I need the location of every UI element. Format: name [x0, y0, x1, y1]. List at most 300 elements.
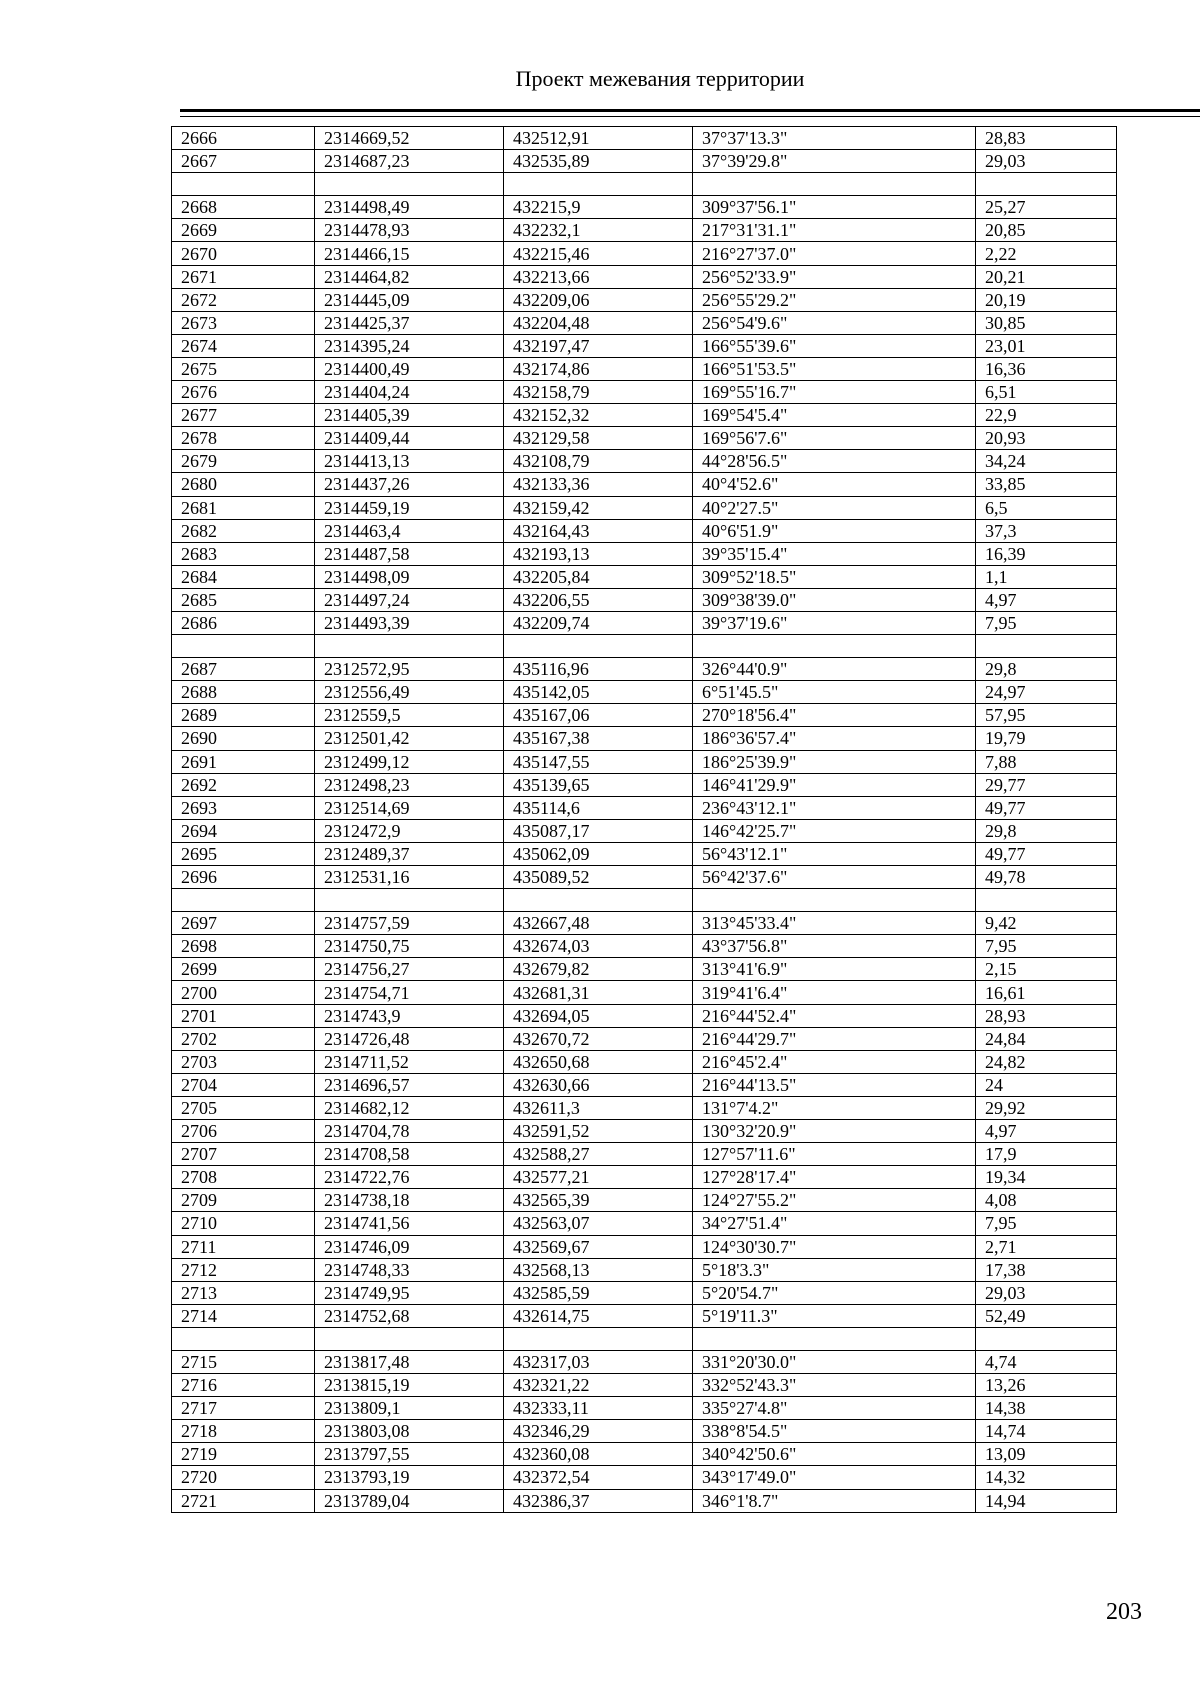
point-number-cell: 2689 — [172, 704, 315, 727]
x-coordinate-cell: 2313793,19 — [315, 1466, 504, 1489]
page-number: 203 — [1106, 1599, 1142, 1625]
x-coordinate-cell: 2314498,49 — [315, 196, 504, 219]
x-coordinate-cell: 2314437,26 — [315, 473, 504, 496]
direction-angle-cell: 309°52'18.5" — [693, 565, 976, 588]
point-number-cell: 2698 — [172, 935, 315, 958]
y-coordinate-cell: 432133,36 — [504, 473, 693, 496]
x-coordinate-cell: 2314498,09 — [315, 565, 504, 588]
table-row — [172, 381, 1117, 404]
x-coordinate-cell: 2314425,37 — [315, 311, 504, 334]
length-cell — [976, 173, 1117, 196]
table-row — [172, 1027, 1117, 1050]
table-row — [172, 1004, 1117, 1027]
direction-angle-cell: 217°31'31.1" — [693, 219, 976, 242]
x-coordinate-cell: 2314669,52 — [315, 127, 504, 150]
y-coordinate-cell: 432159,42 — [504, 496, 693, 519]
direction-angle-cell: 169°54'5.4" — [693, 404, 976, 427]
x-coordinate-cell: 2312514,69 — [315, 796, 504, 819]
x-coordinate-cell: 2314464,82 — [315, 265, 504, 288]
y-coordinate-cell: 432670,72 — [504, 1027, 693, 1050]
x-coordinate-cell: 2313789,04 — [315, 1489, 504, 1512]
point-number-cell: 2681 — [172, 496, 315, 519]
x-coordinate-cell: 2314493,39 — [315, 611, 504, 634]
table-row — [172, 1166, 1117, 1189]
direction-angle-cell: 256°55'29.2" — [693, 288, 976, 311]
table-row — [172, 542, 1117, 565]
y-coordinate-cell: 435116,96 — [504, 658, 693, 681]
x-coordinate-cell: 2314749,95 — [315, 1281, 504, 1304]
point-number-cell: 2690 — [172, 727, 315, 750]
point-number-cell: 2708 — [172, 1166, 315, 1189]
direction-angle-cell: 166°55'39.6" — [693, 334, 976, 357]
x-coordinate-cell: 2314738,18 — [315, 1189, 504, 1212]
table-row — [172, 404, 1117, 427]
length-cell: 29,03 — [976, 1281, 1117, 1304]
table-row — [172, 611, 1117, 634]
y-coordinate-cell: 432568,13 — [504, 1258, 693, 1281]
x-coordinate-cell: 2314463,4 — [315, 519, 504, 542]
direction-angle-cell: 130°32'20.9" — [693, 1120, 976, 1143]
y-coordinate-cell: 432569,67 — [504, 1235, 693, 1258]
point-number-cell: 2718 — [172, 1420, 315, 1443]
point-number-cell: 2678 — [172, 427, 315, 450]
y-coordinate-cell — [504, 1327, 693, 1350]
separator-row — [172, 635, 1117, 658]
direction-angle-cell: 332°52'43.3" — [693, 1374, 976, 1397]
x-coordinate-cell: 2312572,95 — [315, 658, 504, 681]
point-number-cell: 2669 — [172, 219, 315, 242]
length-cell: 37,3 — [976, 519, 1117, 542]
length-cell: 7,95 — [976, 611, 1117, 634]
direction-angle-cell: 124°30'30.7" — [693, 1235, 976, 1258]
y-coordinate-cell: 432694,05 — [504, 1004, 693, 1027]
point-number-cell: 2676 — [172, 381, 315, 404]
table-row — [172, 127, 1117, 150]
point-number-cell: 2701 — [172, 1004, 315, 1027]
direction-angle-cell: 5°20'54.7" — [693, 1281, 976, 1304]
direction-angle-cell: 340°42'50.6" — [693, 1443, 976, 1466]
direction-angle-cell: 319°41'6.4" — [693, 981, 976, 1004]
point-number-cell: 2684 — [172, 565, 315, 588]
table-row — [172, 1374, 1117, 1397]
direction-angle-cell: 40°6'51.9" — [693, 519, 976, 542]
x-coordinate-cell: 2314400,49 — [315, 357, 504, 380]
y-coordinate-cell: 432209,06 — [504, 288, 693, 311]
length-cell: 23,01 — [976, 334, 1117, 357]
table-row — [172, 334, 1117, 357]
x-coordinate-cell: 2314752,68 — [315, 1304, 504, 1327]
table-row — [172, 519, 1117, 542]
direction-angle-cell — [693, 635, 976, 658]
point-number-cell: 2691 — [172, 750, 315, 773]
point-number-cell: 2677 — [172, 404, 315, 427]
point-number-cell: 2707 — [172, 1143, 315, 1166]
y-coordinate-cell: 432205,84 — [504, 565, 693, 588]
y-coordinate-cell: 432679,82 — [504, 958, 693, 981]
y-coordinate-cell: 432215,46 — [504, 242, 693, 265]
table-row — [172, 1189, 1117, 1212]
direction-angle-cell: 216°27'37.0" — [693, 242, 976, 265]
point-number-cell: 2720 — [172, 1466, 315, 1489]
direction-angle-cell: 124°27'55.2" — [693, 1189, 976, 1212]
length-cell: 6,51 — [976, 381, 1117, 404]
direction-angle-cell — [693, 173, 976, 196]
length-cell: 1,1 — [976, 565, 1117, 588]
length-cell: 16,36 — [976, 357, 1117, 380]
direction-angle-cell: 309°37'56.1" — [693, 196, 976, 219]
x-coordinate-cell: 2314750,75 — [315, 935, 504, 958]
direction-angle-cell: 43°37'56.8" — [693, 935, 976, 958]
table-row — [172, 773, 1117, 796]
direction-angle-cell: 169°55'16.7" — [693, 381, 976, 404]
x-coordinate-cell: 2312498,23 — [315, 773, 504, 796]
point-number-cell: 2712 — [172, 1258, 315, 1281]
direction-angle-cell: 216°45'2.4" — [693, 1050, 976, 1073]
y-coordinate-cell: 432372,54 — [504, 1466, 693, 1489]
table-row — [172, 1420, 1117, 1443]
separator-row — [172, 889, 1117, 912]
point-number-cell: 2716 — [172, 1374, 315, 1397]
x-coordinate-cell: 2314687,23 — [315, 150, 504, 173]
table-row — [172, 1073, 1117, 1096]
x-coordinate-cell: 2314704,78 — [315, 1120, 504, 1143]
length-cell: 25,27 — [976, 196, 1117, 219]
length-cell: 30,85 — [976, 311, 1117, 334]
x-coordinate-cell: 2314754,71 — [315, 981, 504, 1004]
table-row — [172, 1096, 1117, 1119]
direction-angle-cell: 186°36'57.4" — [693, 727, 976, 750]
x-coordinate-cell: 2314459,19 — [315, 496, 504, 519]
point-number-cell — [172, 635, 315, 658]
y-coordinate-cell: 432193,13 — [504, 542, 693, 565]
table-row — [172, 819, 1117, 842]
table-row — [172, 588, 1117, 611]
y-coordinate-cell: 435089,52 — [504, 866, 693, 889]
x-coordinate-cell: 2314746,09 — [315, 1235, 504, 1258]
direction-angle-cell: 313°45'33.4" — [693, 912, 976, 935]
table-row — [172, 658, 1117, 681]
direction-angle-cell — [693, 889, 976, 912]
page-title: Проект межевания территории — [515, 66, 805, 91]
direction-angle-cell: 6°51'45.5" — [693, 681, 976, 704]
point-number-cell: 2683 — [172, 542, 315, 565]
y-coordinate-cell: 432614,75 — [504, 1304, 693, 1327]
table-row — [172, 958, 1117, 981]
y-coordinate-cell: 432360,08 — [504, 1443, 693, 1466]
direction-angle-cell: 39°37'19.6" — [693, 611, 976, 634]
y-coordinate-cell: 432588,27 — [504, 1143, 693, 1166]
x-coordinate-cell: 2312531,16 — [315, 866, 504, 889]
x-coordinate-cell: 2314404,24 — [315, 381, 504, 404]
point-number-cell: 2685 — [172, 588, 315, 611]
length-cell: 22,9 — [976, 404, 1117, 427]
x-coordinate-cell: 2314756,27 — [315, 958, 504, 981]
x-coordinate-cell: 2314409,44 — [315, 427, 504, 450]
direction-angle-cell: 131°7'4.2" — [693, 1096, 976, 1119]
table-row — [172, 981, 1117, 1004]
length-cell: 19,34 — [976, 1166, 1117, 1189]
point-number-cell: 2673 — [172, 311, 315, 334]
y-coordinate-cell: 435114,6 — [504, 796, 693, 819]
direction-angle-cell: 270°18'56.4" — [693, 704, 976, 727]
direction-angle-cell: 335°27'4.8" — [693, 1397, 976, 1420]
y-coordinate-cell: 432565,39 — [504, 1189, 693, 1212]
y-coordinate-cell: 432317,03 — [504, 1350, 693, 1373]
x-coordinate-cell: 2314413,13 — [315, 450, 504, 473]
direction-angle-cell: 256°52'33.9" — [693, 265, 976, 288]
length-cell: 13,09 — [976, 1443, 1117, 1466]
length-cell: 28,83 — [976, 127, 1117, 150]
length-cell: 6,5 — [976, 496, 1117, 519]
length-cell: 4,97 — [976, 1120, 1117, 1143]
x-coordinate-cell: 2313797,55 — [315, 1443, 504, 1466]
direction-angle-cell: 56°43'12.1" — [693, 842, 976, 865]
direction-angle-cell: 37°37'13.3" — [693, 127, 976, 150]
y-coordinate-cell: 432512,91 — [504, 127, 693, 150]
x-coordinate-cell: 2312501,42 — [315, 727, 504, 750]
length-cell: 20,85 — [976, 219, 1117, 242]
length-cell: 24,82 — [976, 1050, 1117, 1073]
point-number-cell: 2687 — [172, 658, 315, 681]
length-cell: 57,95 — [976, 704, 1117, 727]
table-row — [172, 1143, 1117, 1166]
y-coordinate-cell: 432585,59 — [504, 1281, 693, 1304]
x-coordinate-cell: 2312499,12 — [315, 750, 504, 773]
y-coordinate-cell — [504, 889, 693, 912]
x-coordinate-cell: 2314478,93 — [315, 219, 504, 242]
header-rule-thin — [180, 116, 1200, 117]
direction-angle-cell: 34°27'51.4" — [693, 1212, 976, 1235]
direction-angle-cell: 236°43'12.1" — [693, 796, 976, 819]
length-cell: 7,95 — [976, 1212, 1117, 1235]
y-coordinate-cell: 432346,29 — [504, 1420, 693, 1443]
point-number-cell: 2695 — [172, 842, 315, 865]
direction-angle-cell: 127°57'11.6" — [693, 1143, 976, 1166]
point-number-cell: 2715 — [172, 1350, 315, 1373]
table-row — [172, 1443, 1117, 1466]
y-coordinate-cell — [504, 173, 693, 196]
y-coordinate-cell: 432667,48 — [504, 912, 693, 935]
direction-angle-cell: 166°51'53.5" — [693, 357, 976, 380]
x-coordinate-cell: 2314722,76 — [315, 1166, 504, 1189]
x-coordinate-cell: 2312556,49 — [315, 681, 504, 704]
y-coordinate-cell: 432674,03 — [504, 935, 693, 958]
length-cell: 28,93 — [976, 1004, 1117, 1027]
table-row — [172, 473, 1117, 496]
length-cell: 13,26 — [976, 1374, 1117, 1397]
point-number-cell: 2688 — [172, 681, 315, 704]
table-row — [172, 219, 1117, 242]
direction-angle-cell: 216°44'13.5" — [693, 1073, 976, 1096]
y-coordinate-cell: 432213,66 — [504, 265, 693, 288]
table-row — [172, 1304, 1117, 1327]
y-coordinate-cell: 432577,21 — [504, 1166, 693, 1189]
y-coordinate-cell: 435167,38 — [504, 727, 693, 750]
length-cell: 4,74 — [976, 1350, 1117, 1373]
y-coordinate-cell: 435062,09 — [504, 842, 693, 865]
length-cell: 7,88 — [976, 750, 1117, 773]
coordinates-table-body — [172, 127, 1117, 1513]
x-coordinate-cell: 2313815,19 — [315, 1374, 504, 1397]
y-coordinate-cell: 435142,05 — [504, 681, 693, 704]
direction-angle-cell: 40°4'52.6" — [693, 473, 976, 496]
y-coordinate-cell: 432650,68 — [504, 1050, 693, 1073]
x-coordinate-cell: 2312559,5 — [315, 704, 504, 727]
table-row — [172, 565, 1117, 588]
point-number-cell: 2709 — [172, 1189, 315, 1212]
length-cell: 52,49 — [976, 1304, 1117, 1327]
point-number-cell: 2710 — [172, 1212, 315, 1235]
point-number-cell: 2680 — [172, 473, 315, 496]
y-coordinate-cell: 432333,11 — [504, 1397, 693, 1420]
direction-angle-cell: 146°41'29.9" — [693, 773, 976, 796]
y-coordinate-cell: 432611,3 — [504, 1096, 693, 1119]
length-cell: 33,85 — [976, 473, 1117, 496]
x-coordinate-cell — [315, 1327, 504, 1350]
table-row — [172, 1350, 1117, 1373]
table-row — [172, 750, 1117, 773]
x-coordinate-cell: 2314743,9 — [315, 1004, 504, 1027]
point-number-cell: 2692 — [172, 773, 315, 796]
x-coordinate-cell: 2313809,1 — [315, 1397, 504, 1420]
point-number-cell: 2711 — [172, 1235, 315, 1258]
y-coordinate-cell: 432232,1 — [504, 219, 693, 242]
direction-angle-cell: 216°44'52.4" — [693, 1004, 976, 1027]
length-cell — [976, 1327, 1117, 1350]
y-coordinate-cell: 435167,06 — [504, 704, 693, 727]
y-coordinate-cell: 432108,79 — [504, 450, 693, 473]
table-row — [172, 1258, 1117, 1281]
separator-row — [172, 173, 1117, 196]
point-number-cell: 2697 — [172, 912, 315, 935]
direction-angle-cell: 169°56'7.6" — [693, 427, 976, 450]
y-coordinate-cell: 432152,32 — [504, 404, 693, 427]
y-coordinate-cell: 432209,74 — [504, 611, 693, 634]
length-cell: 2,22 — [976, 242, 1117, 265]
y-coordinate-cell: 432563,07 — [504, 1212, 693, 1235]
x-coordinate-cell: 2314757,59 — [315, 912, 504, 935]
point-number-cell: 2679 — [172, 450, 315, 473]
length-cell: 24,84 — [976, 1027, 1117, 1050]
x-coordinate-cell: 2314395,24 — [315, 334, 504, 357]
y-coordinate-cell: 432197,47 — [504, 334, 693, 357]
point-number-cell: 2699 — [172, 958, 315, 981]
point-number-cell: 2704 — [172, 1073, 315, 1096]
x-coordinate-cell: 2314682,12 — [315, 1096, 504, 1119]
table-row — [172, 704, 1117, 727]
direction-angle-cell: 343°17'49.0" — [693, 1466, 976, 1489]
direction-angle-cell: 338°8'54.5" — [693, 1420, 976, 1443]
y-coordinate-cell: 435087,17 — [504, 819, 693, 842]
direction-angle-cell: 331°20'30.0" — [693, 1350, 976, 1373]
direction-angle-cell: 39°35'15.4" — [693, 542, 976, 565]
point-number-cell: 2686 — [172, 611, 315, 634]
direction-angle-cell: 146°42'25.7" — [693, 819, 976, 842]
x-coordinate-cell: 2314708,58 — [315, 1143, 504, 1166]
direction-angle-cell: 5°19'11.3" — [693, 1304, 976, 1327]
y-coordinate-cell: 432681,31 — [504, 981, 693, 1004]
point-number-cell: 2703 — [172, 1050, 315, 1073]
table-row — [172, 288, 1117, 311]
y-coordinate-cell: 432386,37 — [504, 1489, 693, 1512]
table-row — [172, 1489, 1117, 1512]
table-row — [172, 842, 1117, 865]
table-row — [172, 866, 1117, 889]
direction-angle-cell: 37°39'29.8" — [693, 150, 976, 173]
point-number-cell: 2693 — [172, 796, 315, 819]
length-cell — [976, 635, 1117, 658]
point-number-cell: 2674 — [172, 334, 315, 357]
point-number-cell: 2675 — [172, 357, 315, 380]
point-number-cell: 2696 — [172, 866, 315, 889]
x-coordinate-cell: 2313817,48 — [315, 1350, 504, 1373]
length-cell: 4,08 — [976, 1189, 1117, 1212]
x-coordinate-cell: 2312489,37 — [315, 842, 504, 865]
length-cell: 34,24 — [976, 450, 1117, 473]
x-coordinate-cell — [315, 635, 504, 658]
length-cell: 24,97 — [976, 681, 1117, 704]
y-coordinate-cell: 432129,58 — [504, 427, 693, 450]
table-row — [172, 1050, 1117, 1073]
table-row — [172, 265, 1117, 288]
point-number-cell — [172, 889, 315, 912]
length-cell: 14,38 — [976, 1397, 1117, 1420]
length-cell: 2,15 — [976, 958, 1117, 981]
length-cell: 14,94 — [976, 1489, 1117, 1512]
direction-angle-cell: 346°1'8.7" — [693, 1489, 976, 1512]
table-row — [172, 196, 1117, 219]
x-coordinate-cell: 2314497,24 — [315, 588, 504, 611]
table-row — [172, 796, 1117, 819]
length-cell: 29,8 — [976, 658, 1117, 681]
point-number-cell: 2672 — [172, 288, 315, 311]
table-row — [172, 1397, 1117, 1420]
y-coordinate-cell: 432215,9 — [504, 196, 693, 219]
point-number-cell: 2670 — [172, 242, 315, 265]
y-coordinate-cell: 432591,52 — [504, 1120, 693, 1143]
length-cell: 29,92 — [976, 1096, 1117, 1119]
length-cell: 49,77 — [976, 842, 1117, 865]
x-coordinate-cell: 2314445,09 — [315, 288, 504, 311]
y-coordinate-cell: 432158,79 — [504, 381, 693, 404]
direction-angle-cell: 5°18'3.3" — [693, 1258, 976, 1281]
point-number-cell: 2719 — [172, 1443, 315, 1466]
length-cell: 24 — [976, 1073, 1117, 1096]
point-number-cell: 2714 — [172, 1304, 315, 1327]
direction-angle-cell: 313°41'6.9" — [693, 958, 976, 981]
y-coordinate-cell: 432321,22 — [504, 1374, 693, 1397]
table-row — [172, 242, 1117, 265]
direction-angle-cell: 186°25'39.9" — [693, 750, 976, 773]
x-coordinate-cell: 2314696,57 — [315, 1073, 504, 1096]
point-number-cell: 2667 — [172, 150, 315, 173]
direction-angle-cell: 309°38'39.0" — [693, 588, 976, 611]
table-row — [172, 935, 1117, 958]
direction-angle-cell: 326°44'0.9" — [693, 658, 976, 681]
coordinates-table — [171, 126, 1117, 1513]
point-number-cell: 2721 — [172, 1489, 315, 1512]
length-cell: 16,61 — [976, 981, 1117, 1004]
length-cell: 19,79 — [976, 727, 1117, 750]
length-cell: 7,95 — [976, 935, 1117, 958]
table-row — [172, 150, 1117, 173]
point-number-cell: 2694 — [172, 819, 315, 842]
length-cell: 29,03 — [976, 150, 1117, 173]
table-row — [172, 1235, 1117, 1258]
x-coordinate-cell: 2314726,48 — [315, 1027, 504, 1050]
x-coordinate-cell: 2312472,9 — [315, 819, 504, 842]
table-row — [172, 1466, 1117, 1489]
